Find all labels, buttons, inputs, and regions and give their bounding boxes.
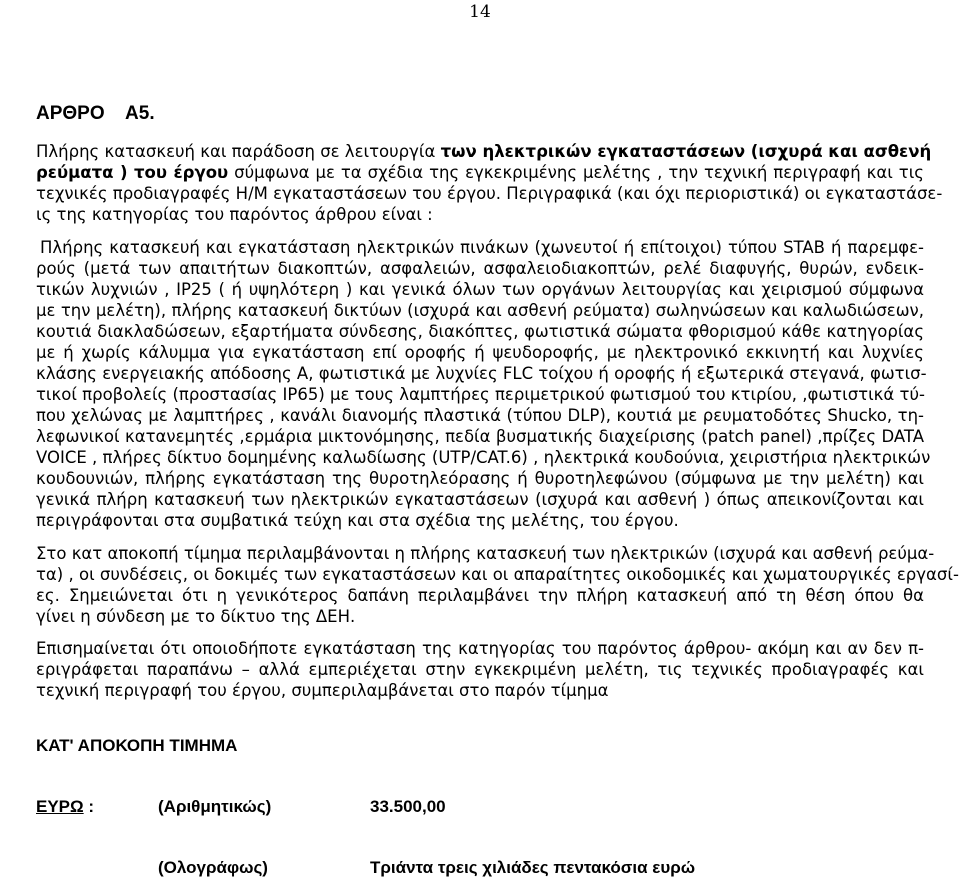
para4-line: εριγράφεται παραπάνω – αλλά εμπεριέχεται στην εγκεκριμένη μελέτη, τις τεχνικές προδιαγραφές και: [36, 660, 924, 679]
article-title: ΑΡΘΡΟ Α5.: [36, 103, 155, 124]
para2-line: VOICE , πλήρες δίκτυο δομημένης καλωδίωσης (UTP/CAT.6) , ηλεκτρικά κουδούνια, χειριστήρια ηλεκτρικών: [36, 448, 931, 467]
para1-text: σύμφωνα με τα σχέδια της εγκεκριμένης μελέτης , την τεχνική περιγραφή και τις: [228, 163, 924, 182]
para1-bold-text: ρεύματα ) του έργου: [36, 163, 229, 182]
para2-line: με την μελέτη), πλήρης κατασκευή δικτύων (ισχυρά και ασθενή ρεύματα) σωληνώσεων και καλωδιώσεων,: [36, 301, 924, 320]
para1-bold-text: των ηλεκτρικών εγκαταστάσεων (ισχυρά και ασθενή: [440, 142, 932, 161]
para2-line: γενικά πλήρη κατασκευή των ηλεκτρικών εγκαταστάσεων (ισχυρά και ασθενή ) όπως απεικονίζονται και: [36, 490, 924, 509]
para1-line: [36, 141, 932, 162]
numeric-value: 33.500,00: [370, 797, 446, 816]
para2-line: περιγράφονται στα συμβατικά τεύχη και στα σχέδια της μελέτης, του έργου.: [36, 511, 679, 530]
para3-line: Στο κατ αποκοπή τίμημα περιλαμβάνονται η πλήρης κατασκευή των ηλεκτρικών (ισχυρά και ασθενή ρεύμα-: [36, 544, 935, 563]
para2-line: τικών λυχνιών , IP25 ( ή υψηλότερη ) και γενικά όλων των οργάνων λειτουργίας και χειρισμού σύμφωνα: [36, 280, 924, 299]
para1-line: [36, 162, 924, 183]
para1-line: ις της κατηγορίας του παρόντος άρθρου είναι :: [36, 205, 433, 224]
para2-line: που χελώνας με λαμπτήρες , κανάλι διανομής πλαστικά (τύπου DLP), κουτιά με ρευματοδότες Shucko, τη-: [36, 406, 924, 425]
para2-line: λεφωνικοί κατανεμητές ,ερμάρια μικτονόμησης, πεδία βυσματικής διαχείρισης (patch panel) ,πρίζες DATA: [36, 427, 924, 446]
currency-colon: :: [83, 797, 95, 816]
para2-line: κουδουνιών, πλήρης εγκατάσταση της θυροτηλεόρασης ή θυροτηλεφώνου (σύμφωνα με την μελέτη) και: [36, 469, 924, 488]
words-label: (Ολογράφως): [158, 858, 268, 877]
para2-line: ρούς (μετά των απαιτήτων διακοπτών, ασφαλειών, ασφαλειοδιακοπτών, ρελέ διαφυγής, θυρών, ενδεικ-: [36, 259, 924, 278]
para3-line: τα) , οι συνδέσεις, οι δοκιμές των εγκαταστάσεων και οι απαραίτητες οικοδομικές και χωματουργικές εργασί-: [36, 565, 959, 584]
para4-line: Επισημαίνεται ότι οποιοδήποτε εγκατάσταση της κατηγορίας του παρόντος άρθρου- ακόμη και αν δεν π-: [36, 639, 924, 658]
para4-line: τεχνική περιγραφή του έργου, συμπεριλαμβάνεται στο παρόν τίμημα: [36, 681, 609, 700]
para3-line: ες. Σημειώνεται ότι η γενικότερος δαπάνη περιλαμβάνει την πλήρη κατασκευή από τη θέση όπου θα: [36, 586, 924, 605]
para2-line: κλάσης ενεργειακής απόδοσης Α, φωτιστικά με λυχνίες FLC τοίχου ή οροφής ή εξωτερικά στεγανά, φωτισ-: [36, 364, 927, 383]
para1-line: τεχνικές προδιαγραφές Η/Μ εγκαταστάσεων του έργου. Περιγραφικά (και όχι περιοριστικά) οι εγκαταστάσε-: [36, 184, 943, 203]
para3-line: γίνει η σύνδεση με το δίκτυο της ΔΕΗ.: [36, 607, 356, 626]
para2-line: τικοί προβολείς (προστασίας IP65) με τους λαμπτήρες περιμετρικού φωτισμού του κτιρίου, ,φωτιστικά τύ-: [36, 385, 925, 404]
currency-label: ΕΥΡΩ: [36, 797, 84, 816]
para2-line: με ή χωρίς κάλυμμα για εγκατάσταση επί οροφής ή ψευδοροφής, με ηλεκτρονικό εκκινητή και λυχνίες: [36, 343, 924, 362]
para2-line: κουτιά διακλαδώσεων, εξαρτήματα σύνδεσης, διακόπτες, φωτιστικά σώματα φθορισμού κάθε κατηγορίας: [36, 322, 924, 341]
numeric-label: (Αριθμητικώς): [158, 797, 272, 816]
words-value: Τριάντα τρεις χιλιάδες πεντακόσια ευρώ: [370, 858, 696, 877]
price-heading: ΚΑΤ' ΑΠΟΚΟΠΗ ΤΙΜΗΜΑ: [36, 736, 238, 755]
para1-text: Πλήρης κατασκευή και παράδοση σε λειτουργία: [36, 142, 441, 161]
price-currency-row: [36, 797, 94, 817]
page-number: 14: [469, 2, 491, 22]
para2-line: Πλήρης κατασκευή και εγκατάσταση ηλεκτρικών πινάκων (χωνευτοί ή επίτοιχοι) τύπου STAB ή παρεμφε-: [40, 238, 924, 257]
